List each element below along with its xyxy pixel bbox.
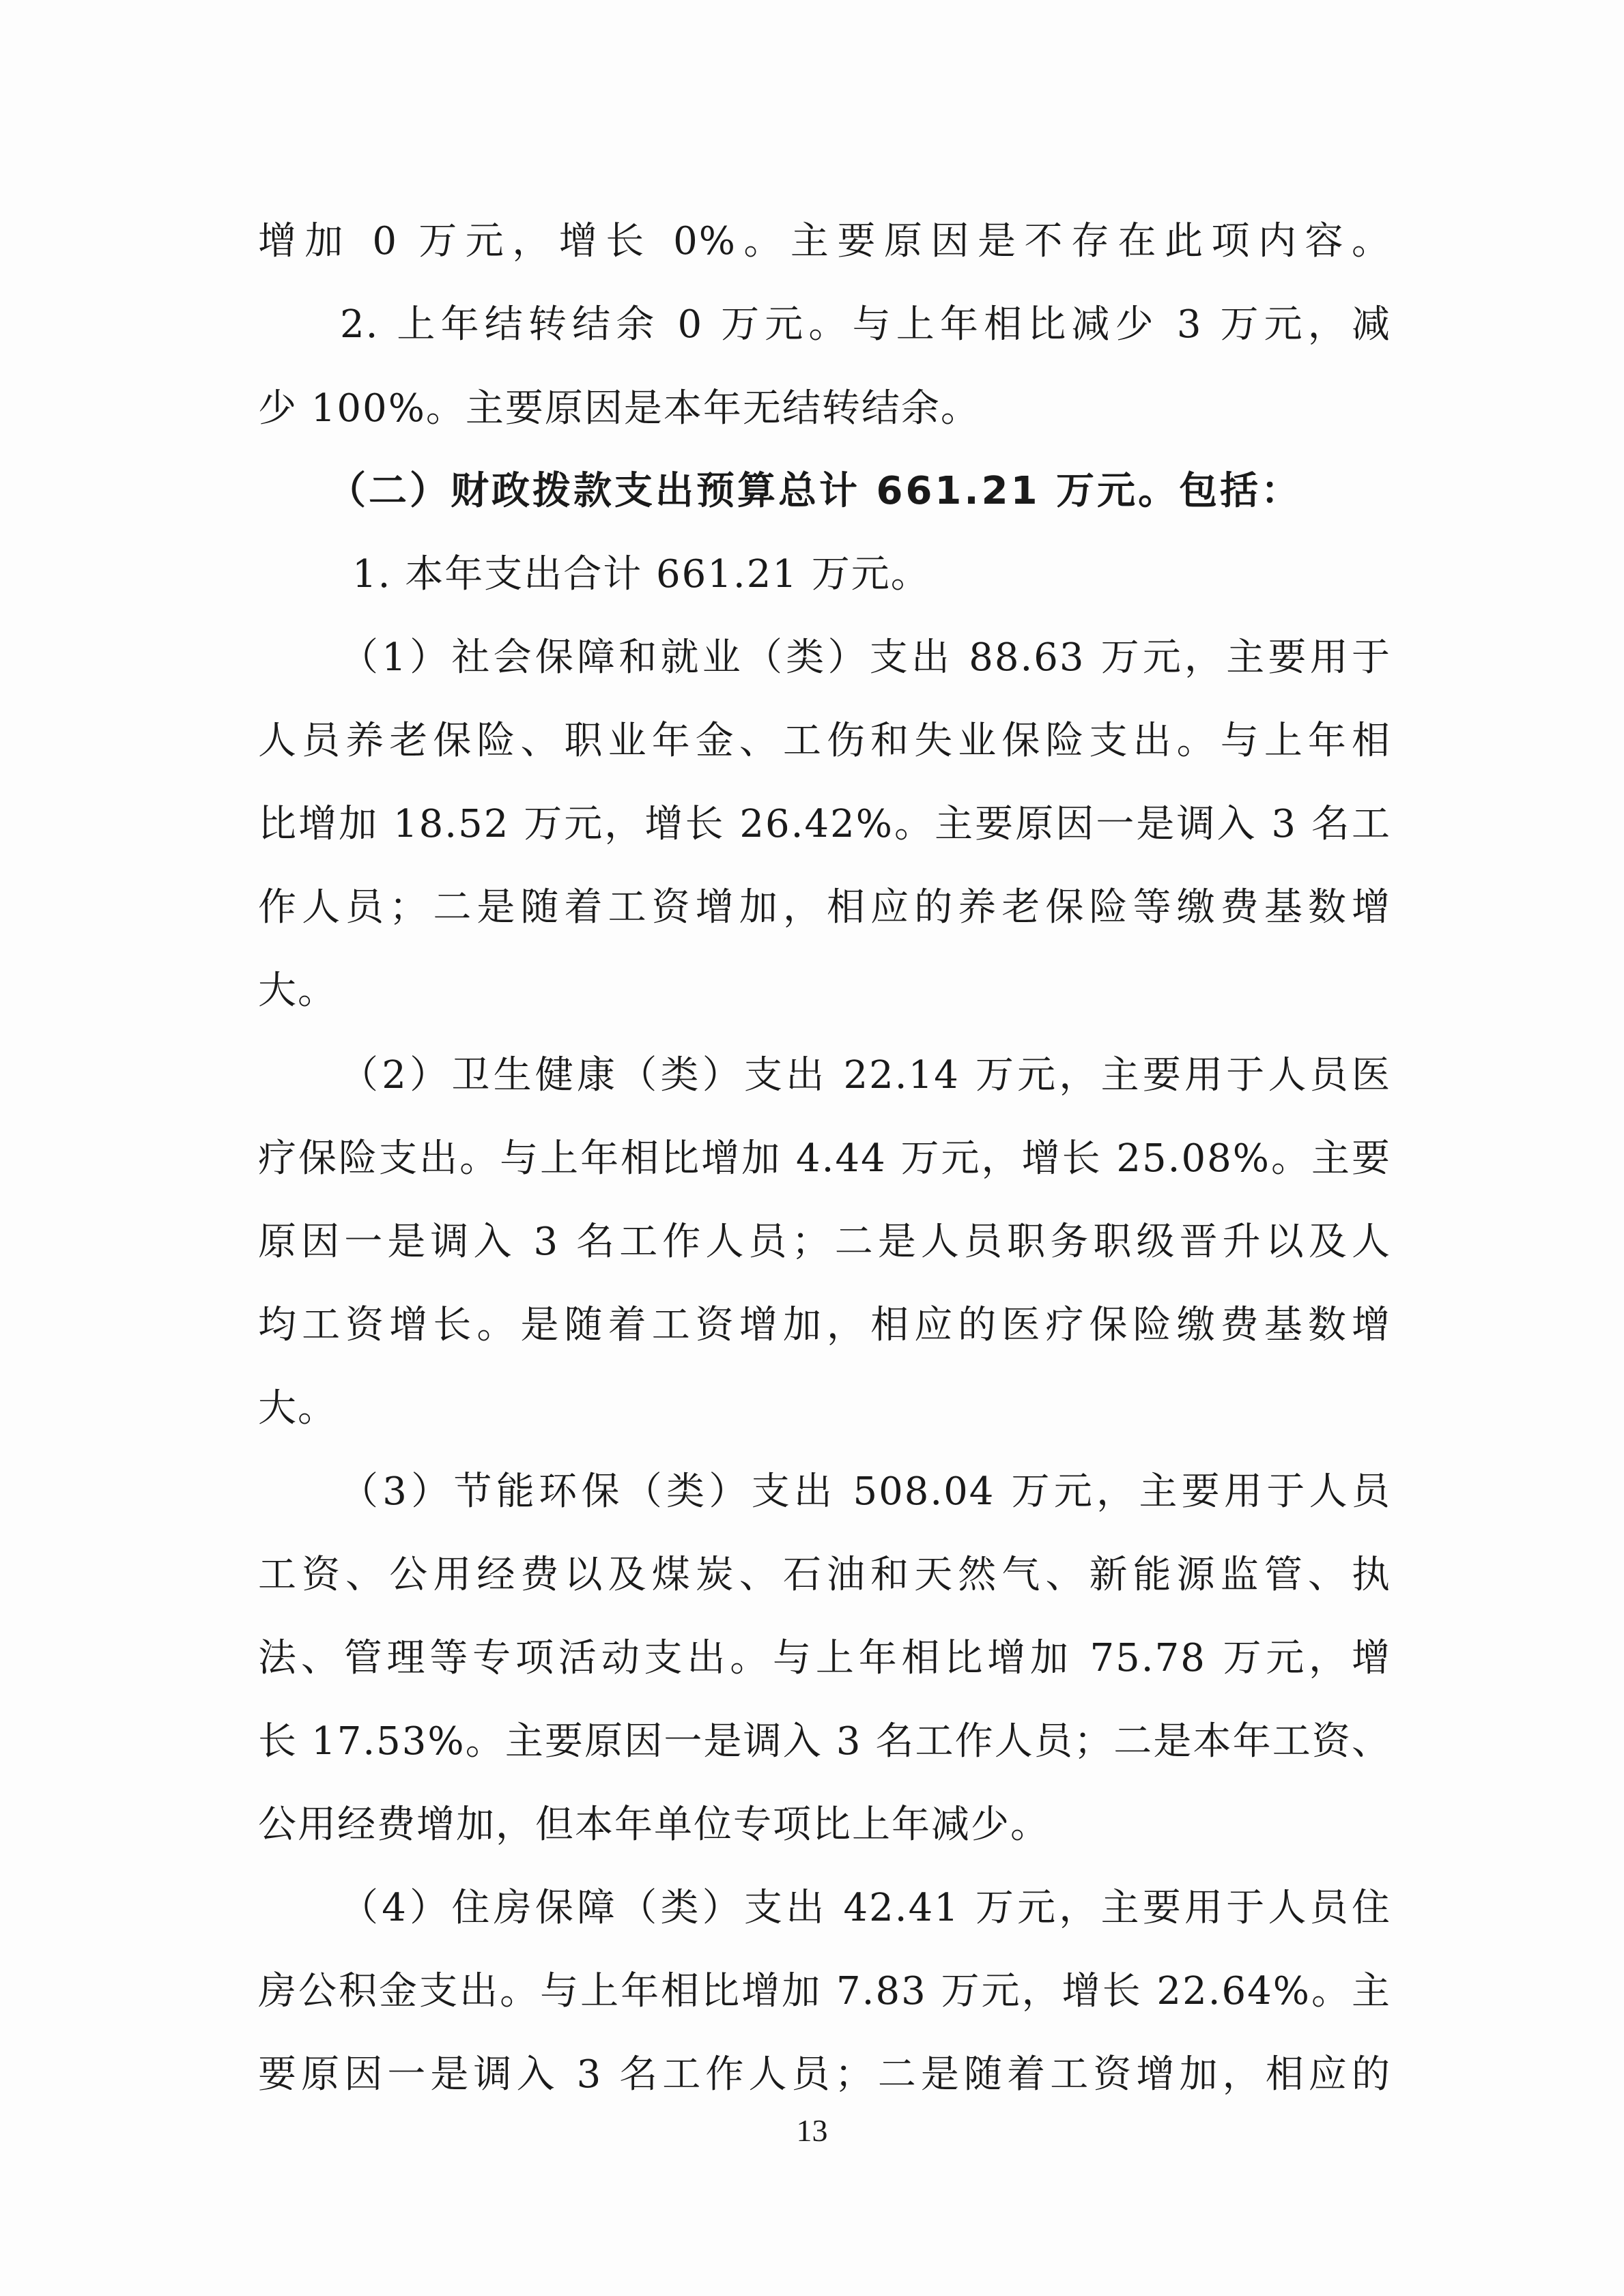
text-line-1: 增加 0 万元，增长 0%。主要原因是不存在此项内容。 — [258, 219, 1391, 263]
text-line-18: 法、管理等专项活动支出。与上年相比增加 75.78 万元，增 — [258, 1636, 1391, 1680]
text-line-11: （2）卫生健康（类）支出 22.14 万元，主要用于人员医 — [340, 1053, 1391, 1097]
text-line-14: 均工资增长。是随着工资增加，相应的医疗保险缴费基数增 — [258, 1303, 1391, 1347]
section-heading: （二）财政拨款支出预算总计 661.21 万元。包括： — [328, 469, 1302, 513]
text-line-16: （3）节能环保（类）支出 508.04 万元，主要用于人员 — [340, 1469, 1391, 1514]
text-line-20: 公用经费增加，但本年单位专项比上年减少。 — [258, 1803, 1050, 1847]
text-line-21: （4）住房保障（类）支出 42.41 万元，主要用于人员住 — [340, 1886, 1391, 1930]
page-number: 13 — [796, 2113, 828, 2148]
text-line-23: 要原因一是调入 3 名工作人员；二是随着工资增加，相应的 — [258, 2052, 1391, 2097]
text-line-12: 疗保险支出。与上年相比增加 4.44 万元，增长 25.08%。主要 — [258, 1136, 1391, 1181]
text-line-7: 人员养老保险、职业年金、工伤和失业保险支出。与上年相 — [258, 719, 1391, 763]
text-line-15: 大。 — [258, 1386, 337, 1431]
text-line-3: 少 100%。主要原因是本年无结转结余。 — [258, 386, 980, 431]
text-line-8: 比增加 18.52 万元，增长 26.42%。主要原因一是调入 3 名工 — [258, 802, 1391, 846]
text-line-10: 大。 — [258, 968, 337, 1013]
text-line-5: 1. 本年支出合计 661.21 万元。 — [352, 552, 930, 597]
text-line-19: 长 17.53%。主要原因一是调入 3 名工作人员；二是本年工资、 — [258, 1719, 1391, 1764]
text-line-22: 房公积金支出。与上年相比增加 7.83 万元，增长 22.64%。主 — [258, 1969, 1391, 2013]
text-line-13: 原因一是调入 3 名工作人员；二是人员职务职级晋升以及人 — [258, 1220, 1391, 1264]
text-line-6: （1）社会保障和就业（类）支出 88.63 万元，主要用于 — [340, 635, 1391, 680]
text-line-9: 作人员；二是随着工资增加，相应的养老保险等缴费基数增 — [258, 885, 1391, 930]
text-line-17: 工资、公用经费以及煤炭、石油和天然气、新能源监管、执 — [258, 1553, 1391, 1597]
text-line-2: 2. 上年结转结余 0 万元。与上年相比减少 3 万元，减 — [340, 302, 1391, 347]
